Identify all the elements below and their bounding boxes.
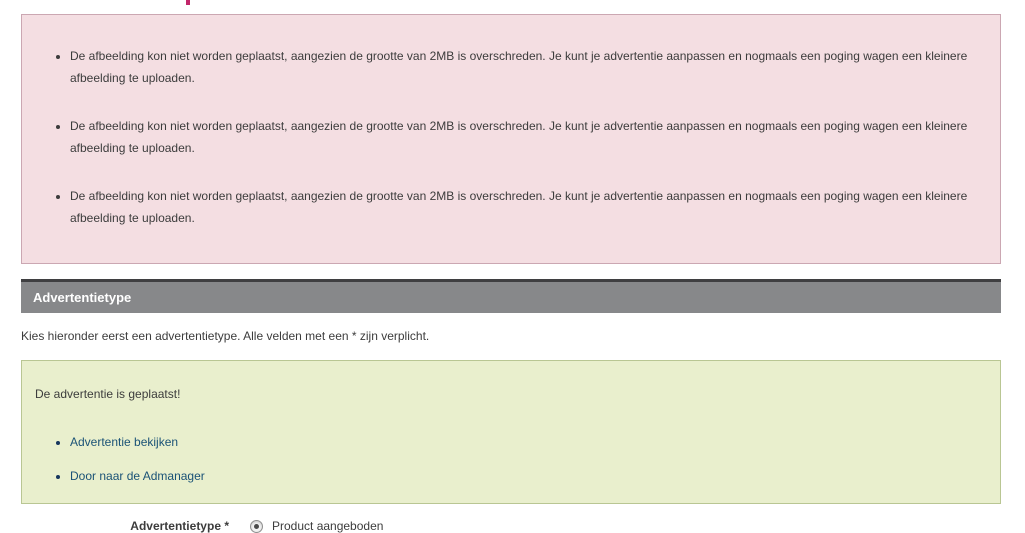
advertentietype-label: Advertentietype * — [130, 519, 229, 533]
error-message-list — [42, 45, 980, 229]
success-alert-box — [21, 360, 1001, 504]
link-door-naar-admanager[interactable]: Door naar de Admanager — [70, 469, 205, 483]
radio-option-product-aangeboden[interactable] — [250, 519, 383, 533]
link-advertentie-bekijken[interactable]: Advertentie bekijken — [70, 435, 179, 449]
radio-selected-icon[interactable] — [250, 520, 263, 533]
main-content — [21, 14, 1001, 533]
error-message-item: • De afbeelding kon niet worden geplaatst, aangezien de grootte van 2MB is overschreden. Je kunt je advertentie aanpassen en nogmaals een poging wagen een kleinere afbeelding te uploaden. — [70, 185, 980, 229]
section-header-advertentietype — [21, 279, 1001, 313]
list-item — [70, 465, 980, 487]
list-item — [70, 431, 980, 453]
error-message-item: • De afbeelding kon niet worden geplaatst, aangezien de grootte van 2MB is overschreden. Je kunt je advertentie aanpassen en nogmaals een poging wagen een kleinere afbeelding te uploaden. — [70, 115, 980, 159]
radio-option-label: Product aangeboden — [272, 519, 384, 533]
success-link-list — [35, 431, 980, 487]
advertentietype-form-row — [21, 519, 1001, 533]
page-heading-cutoff — [186, 0, 190, 5]
error-alert-box — [21, 14, 1001, 264]
error-message-item: • De afbeelding kon niet worden geplaatst, aangezien de grootte van 2MB is overschreden. Je kunt je advertentie aanpassen en nogmaals een poging wagen een kleinere afbeelding te uploaden. — [70, 45, 980, 89]
section-header-title: Advertentietype — [33, 290, 132, 305]
success-message: De advertentie is geplaatst! — [35, 387, 181, 401]
intro-text: Kies hieronder eerst een advertentietype. Alle velden met een * zijn verplicht. — [21, 329, 430, 343]
